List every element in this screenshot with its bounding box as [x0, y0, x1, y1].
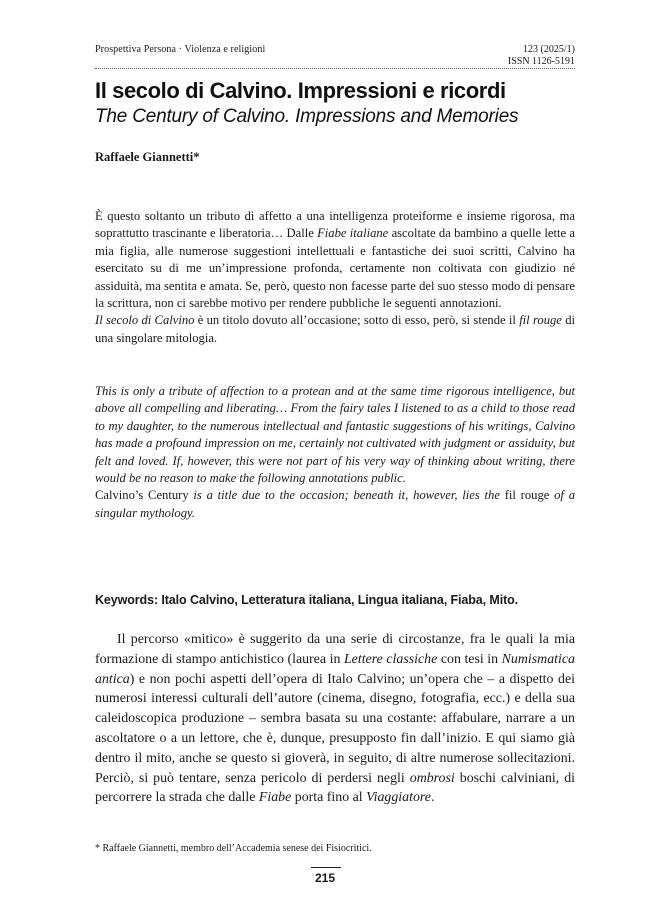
keywords: Keywords: Italo Calvino, Letteratura italiana, Lingua italiana, Fiaba, Mito.	[95, 593, 519, 607]
body-viaggiatore: Viaggiatore	[366, 790, 431, 806]
journal-name: Prospettiva Persona · Violenza e religioni	[95, 44, 266, 55]
page-number: 215	[314, 871, 336, 885]
body-lettere-classiche: Lettere classiche	[343, 651, 438, 667]
body-text-4: boschi calviniani, di percorrere la strada che dalle	[95, 770, 576, 806]
issn: ISSN 1126-5191	[507, 56, 575, 67]
issue-number: 123 (2025/1)	[523, 44, 575, 55]
body-ombrosi: ombrosi	[409, 770, 455, 786]
footnote: * Raffaele Giannetti, membro dell’Accademia senese dei Fisiocritici.	[95, 843, 372, 854]
abstract-it-text-3: è un titolo dovuto all’occasione; sotto di esso, però, si stende il	[194, 313, 520, 328]
abstract-en-text: This is only a tribute of affection to a protean and at the same time rigorous intelligence, but above all compelling and liberating… From the fairy tales I listened to as a child to those read to my daughter, to the numerous intellectual and fantastic suggestions of his writings, Calvino has made a profound impression on me, certainly not cultivated with judgment or assiduity, but felt and loved. If, however, this were not part of his very way of thinking about writing, there would be no reason to make the following annotations public.	[95, 384, 575, 486]
abstract-italian	[95, 208, 575, 347]
abstract-en-fil-rouge: fil rouge	[504, 488, 550, 503]
body-fiabe: Fiabe	[258, 790, 292, 806]
issue-info	[508, 44, 575, 68]
body-text-6: .	[430, 790, 435, 806]
body-text-3: ) e non pochi aspetti dell’opera di Italo Calvino; un’opera che – a dispetto dei numerosi interessi culturali dell’autore (cinema, disegno, fotografia, ecc.) e della sua caleidoscopica produzione – sembra basata su una costante: affabulare, narrare a un ascoltatore o a un lettore, che è, dunque, presupposto fin dall’inizio. E qui siamo già dentro il mito, anche se questo si gioverà, in seguito, di altre numerose sollecitazioni. Perciò, si può tentare, senza pericolo di perdersi negli	[95, 671, 575, 786]
body-numismatica: Numismatica antica	[95, 651, 575, 687]
abstract-en-text-2: is a title due to the occasion; beneath it, however, lies the	[188, 488, 505, 503]
abstract-it-text-2: ascoltate da bambino a quelle lette a mia figlia, alle numerose suggestioni intellettuali e fantastiche dei suoi scritti, Calvino ha esercitato su di me un’impressione profonda, certamente non coltivata con giudizio né assiduità, ma sentita e amata. Se, però, questo non facesse parte del suo stesso modo di pensare la scrittura, non ci sarebbe motivo per rendere pubbliche le seguenti annotazioni.	[95, 226, 575, 311]
body-paragraph	[95, 630, 575, 808]
abstract-en-book-title: Calvino’s Century	[95, 488, 189, 503]
abstract-it-fiabe: Fiabe italiane	[317, 226, 389, 241]
abstract-it-text-4: di una singolare mitologia.	[95, 313, 575, 345]
abstract-english	[95, 383, 575, 522]
header-divider	[95, 68, 575, 69]
body-text-2: con tesi in	[437, 651, 502, 667]
abstract-it-text: È questo soltanto un tributo di affetto a una intelligenza proteiforme e insieme rigorosa, ma soprattutto trascinante e liberatoria… Dalle	[95, 209, 575, 241]
article-title: Il secolo di Calvino. Impressioni e ricordi	[95, 78, 506, 103]
abstract-en-text-3: of a singular mythology.	[95, 488, 576, 520]
article-title-english: The Century of Calvino. Impressions and Memories	[95, 106, 519, 127]
abstract-it-book-title: Il secolo di Calvino	[95, 313, 195, 328]
author-name: Raffaele Giannetti*	[95, 150, 200, 164]
body-text-1: Il percorso «mitico» è suggerito da una serie di circostanze, fra le quali la mia formazione di stampo antichistico (laurea in	[95, 632, 575, 667]
body-text-5: porta fino al	[291, 790, 367, 806]
page-number-rule	[311, 867, 341, 868]
abstract-it-fil-rouge: fil rouge	[519, 313, 562, 328]
